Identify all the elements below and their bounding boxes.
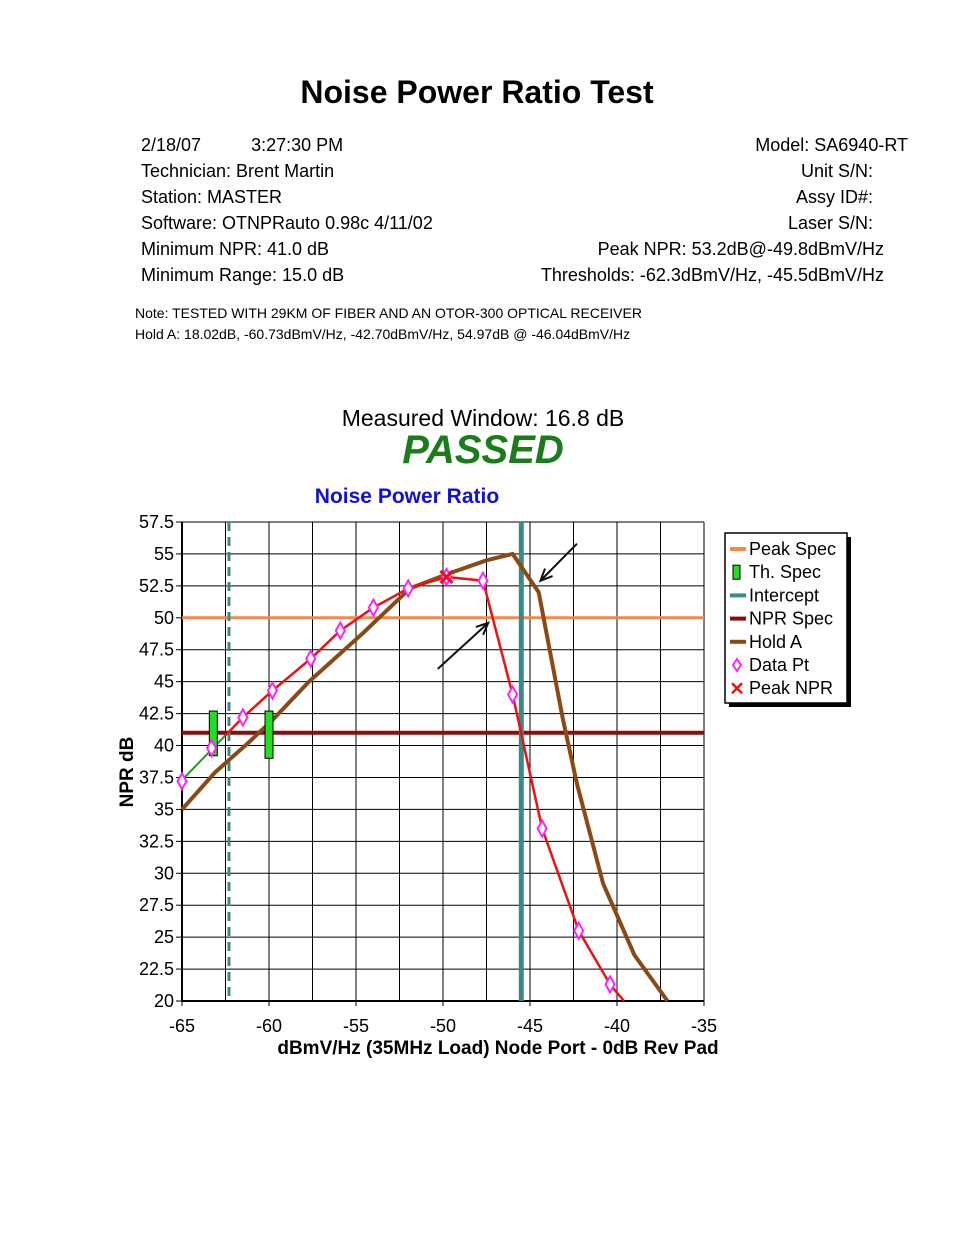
data-point	[508, 686, 517, 702]
y-tick-label: 25	[153, 927, 174, 948]
legend-label: Peak Spec	[749, 539, 837, 559]
unit-sn-field: Unit S/N:	[800, 161, 873, 181]
technician-field: Technician: Brent Martin	[141, 161, 335, 181]
y-tick-label: 52.5	[138, 575, 174, 596]
x-tick-label: -60	[255, 1016, 283, 1036]
green-segment	[182, 735, 226, 780]
legend-label: Th. Spec	[749, 562, 822, 583]
measured-window-text: Measured Window: 16.8 dB	[341, 405, 625, 431]
legend-label: NPR Spec	[749, 608, 834, 629]
data-point	[238, 709, 247, 725]
min-range-field: Minimum Range: 15.0 dB	[141, 265, 345, 285]
pass-status: PASSED	[402, 428, 564, 472]
assy-id-field: Assy ID#:	[795, 187, 873, 207]
y-tick-label: 42.5	[138, 703, 174, 724]
y-tick-label: 45	[153, 671, 174, 692]
y-tick-label: 35	[153, 799, 174, 820]
y-tick-label: 22.5	[138, 959, 174, 980]
y-tick-label: 40	[153, 735, 174, 756]
y-tick-label: 32.5	[138, 831, 174, 852]
y-axis-label: NPR dB	[117, 736, 138, 808]
x-tick-label: -45	[516, 1016, 544, 1036]
report-title: Noise Power Ratio Test	[300, 74, 654, 110]
data-point	[369, 600, 378, 616]
station-field: Station: MASTER	[141, 187, 283, 207]
x-tick-label: -65	[168, 1016, 196, 1036]
y-tick-label: 37.5	[138, 767, 174, 788]
x-tick-label: -35	[690, 1016, 718, 1036]
peak-npr-field: Peak NPR: 53.2dB@-49.8dBmV/Hz	[597, 239, 884, 259]
model-field: Model: SA6940-RT	[755, 135, 908, 155]
y-tick-label: 55	[153, 543, 174, 564]
legend-label: Data Pt	[749, 655, 810, 675]
y-tick-label: 20	[153, 991, 174, 1011]
x-tick-label: -55	[342, 1016, 370, 1036]
legend-label: Peak NPR	[749, 678, 834, 699]
note-text: Note: TESTED WITH 29KM OF FIBER AND AN OTOR-300 OPTICAL RECEIVER	[135, 305, 642, 321]
x-tick-label: -50	[429, 1016, 457, 1036]
legend-label: Hold A	[749, 631, 803, 652]
data-point	[306, 651, 315, 667]
report-date: 2/18/07	[141, 135, 202, 155]
y-tick-label: 50	[153, 607, 174, 628]
software-field: Software: OTNPRauto 0.98c 4/11/02	[141, 213, 433, 233]
th-spec-bar	[265, 711, 273, 758]
data-point	[336, 623, 345, 639]
x-axis-label: dBmV/Hz (35MHz Load) Node Port - 0dB Rev Pad	[277, 1038, 719, 1059]
y-tick-label: 27.5	[138, 895, 174, 916]
thresholds-field: Thresholds: -62.3dBmV/Hz, -45.5dBmV/Hz	[540, 265, 884, 285]
legend-label: Intercept	[749, 585, 820, 606]
y-tick-label: 57.5	[138, 512, 174, 532]
report-time: 3:27:30 PM	[251, 135, 344, 155]
chart-title: Noise Power Ratio	[314, 485, 500, 508]
annotation-arrow	[540, 544, 577, 581]
hold-a-text: Hold A: 18.02dB, -60.73dBmV/Hz, -42.70dBmV/Hz, 54.97dB @ -46.04dBmV/Hz	[135, 326, 631, 342]
min-npr-field: Minimum NPR: 41.0 dB	[141, 239, 330, 259]
laser-sn-field: Laser S/N:	[787, 213, 873, 233]
legend-swatch-rect	[733, 565, 740, 579]
annotation-arrow	[438, 623, 488, 669]
y-tick-label: 47.5	[138, 639, 174, 660]
y-tick-label: 30	[153, 863, 174, 884]
x-tick-label: -40	[603, 1016, 631, 1036]
